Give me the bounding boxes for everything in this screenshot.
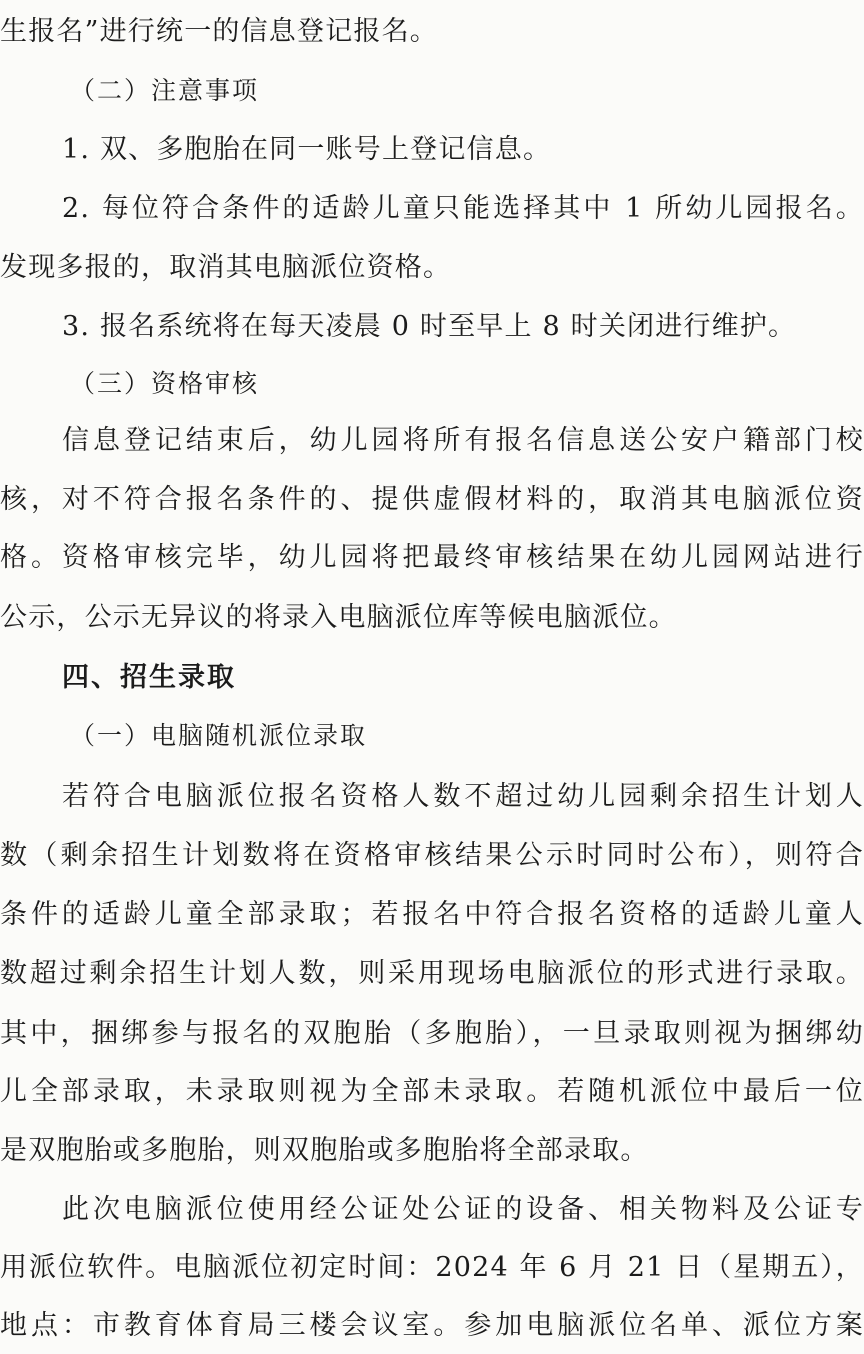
paragraph-line: 是双胞胎或多胞胎，则双胞胎或多胞胎将全部录取。: [0, 1135, 649, 1166]
paragraph-line: 此次电脑派位使用经公证处公证的设备、相关物料及公证专: [62, 1194, 864, 1225]
section-heading-admission: 四、招生录取: [62, 662, 236, 693]
paragraph-line: 格。资格审核完毕，幼儿园将把最终审核结果在幼儿园网站进行: [0, 542, 864, 573]
list-item-1: 1. 双、多胞胎在同一账号上登记信息。: [62, 134, 552, 165]
list-item-2-continuation: 发现多报的，取消其电脑派位资格。: [0, 252, 452, 283]
list-item-3: 3. 报名系统将在每天凌晨 0 时至早上 8 时关闭进行维护。: [62, 311, 797, 342]
paragraph-line: 数（剩余招生计划数将在资格审核结果公示时同时公布），则符合: [0, 840, 864, 871]
paragraph-line: 核，对不符合报名条件的、提供虚假材料的，取消其电脑派位资: [0, 484, 864, 515]
paragraph-line: 数超过剩余招生计划人数，则采用现场电脑派位的形式进行录取。: [0, 958, 864, 989]
paragraph-line: 用派位软件。电脑派位初定时间：2024 年 6 月 21 日（星期五），: [0, 1252, 864, 1283]
subheading-qualification: （三）资格审核: [70, 369, 260, 398]
paragraph-line: 其中，捆绑参与报名的双胞胎（多胞胎），一旦录取则视为捆绑幼: [0, 1018, 864, 1049]
paragraph-line: 儿全部录取，未录取则视为全部未录取。若随机派位中最后一位: [0, 1076, 864, 1107]
paragraph-line: 公示，公示无异议的将录入电脑派位库等候电脑派位。: [0, 602, 677, 633]
paragraph-line: 地点：市教育体育局三楼会议室。参加电脑派位名单、派位方案: [0, 1310, 864, 1341]
paragraph-line: 信息登记结束后，幼儿园将所有报名信息送公安户籍部门校: [62, 425, 864, 456]
paragraph-line: 条件的适龄儿童全部录取；若报名中符合报名资格的适龄儿童人: [0, 899, 864, 930]
subheading-notes: （二）注意事项: [70, 76, 260, 105]
paragraph-line: 若符合电脑派位报名资格人数不超过幼儿园剩余招生计划人: [62, 781, 864, 812]
text-line-continuation: 生报名”进行统一的信息登记报名。: [0, 16, 439, 47]
subheading-lottery: （一）电脑随机派位录取: [70, 721, 368, 750]
list-item-2: 2. 每位符合条件的适龄儿童只能选择其中 1 所幼儿园报名。: [62, 193, 864, 224]
